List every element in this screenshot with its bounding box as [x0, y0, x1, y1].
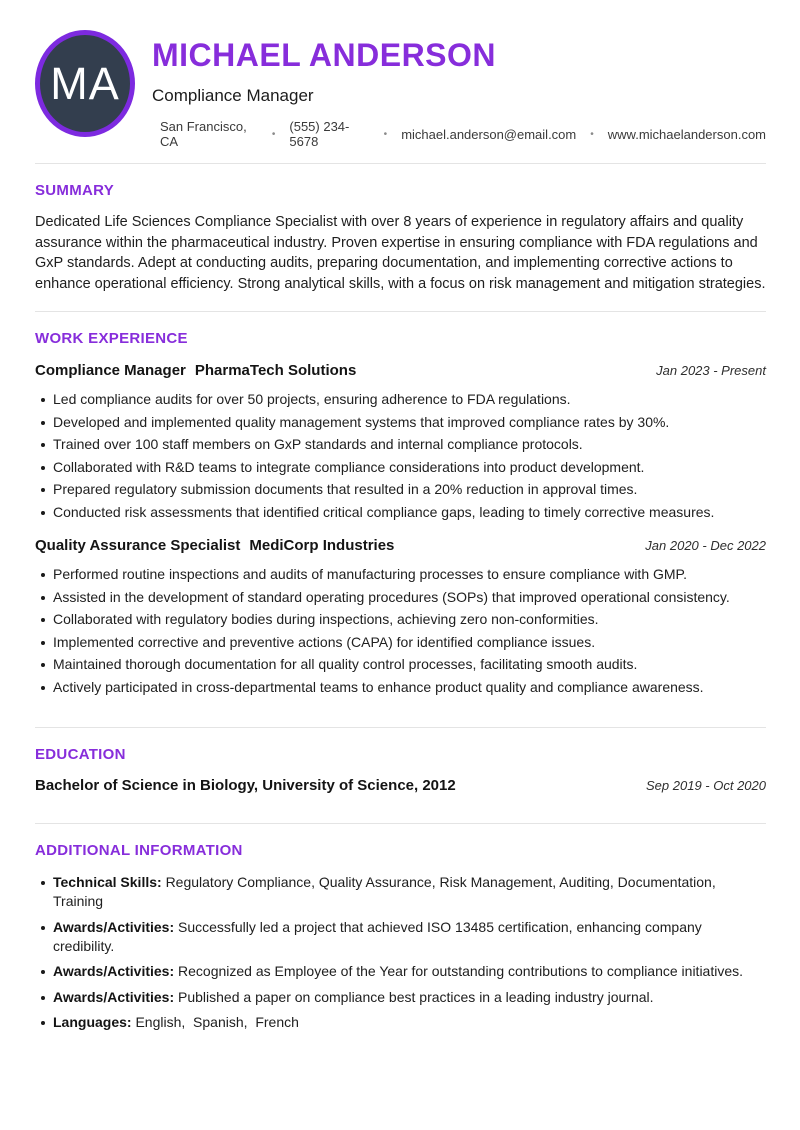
contact-email: michael.anderson@email.com	[401, 126, 577, 142]
education-section	[35, 727, 766, 823]
avatar	[35, 30, 135, 137]
job-entry-header	[35, 537, 766, 554]
candidate-name: MICHAEL ANDERSON	[152, 37, 497, 73]
additional-info-label: Awards/Activities:	[53, 918, 175, 935]
job-bullet: Maintained thorough documentation for all quality control processes, facilitating smooth audits.	[35, 655, 766, 675]
contact-location: San Francisco, CA	[160, 119, 247, 149]
job-title: Compliance Manager	[35, 362, 186, 380]
job-entry-header	[35, 362, 766, 379]
job-dates: Jan 2020 - Dec 2022	[645, 538, 766, 554]
additional-info-item	[35, 873, 766, 911]
education-heading: EDUCATION	[35, 746, 126, 764]
job-bullet: Led compliance audits for over 50 projects, ensuring adherence to FDA regulations.	[35, 390, 766, 410]
job-bullet: Collaborated with regulatory bodies during inspections, achieving zero non-conformities.	[35, 610, 766, 630]
additional-info-label: Languages:	[53, 1014, 132, 1031]
candidate-title: Compliance Manager	[152, 86, 314, 105]
header-text	[152, 30, 766, 149]
summary-text: Dedicated Life Sciences Compliance Specialist with over 8 years of experience in regulatory affairs and quality assurance within the pharmaceutical industry. Proven expertise in ensuring compliance with FDA regulations and GxP standards. Adept at conducting audits, preparing documentation, and implementing corrective actions to enhance operational efficiency. Strong analytical skills, with a focus on risk management and mitigation strategies.	[35, 214, 766, 292]
additional-information-section	[35, 823, 766, 1032]
contact-separator-dot: •	[590, 128, 594, 140]
job-bullet: Conducted risk assessments that identified critical compliance gaps, leading to timely corrective measures.	[35, 503, 766, 523]
contact-phone: (555) 234-5678	[289, 119, 350, 149]
job-title-line	[35, 362, 356, 379]
job-bullet: Assisted in the development of standard operating procedures (SOPs) that improved operational consistency.	[35, 588, 766, 608]
additional-info-text: Published a paper on compliance best practices in a leading industry journal.	[178, 988, 654, 1005]
additional-info-text: Recognized as Employee of the Year for outstanding contributions to compliance initiatives.	[178, 963, 744, 980]
education-dates: Sep 2019 - Oct 2020	[646, 778, 766, 794]
additional-info-label: Awards/Activities:	[53, 963, 175, 980]
job-dates: Jan 2023 - Present	[656, 363, 766, 379]
work-experience-heading: WORK EXPERIENCE	[35, 330, 188, 348]
contact-row	[160, 119, 766, 149]
job-title-line	[35, 537, 394, 554]
job-bullet-list	[35, 390, 766, 522]
contact-separator-dot: •	[271, 128, 276, 140]
contact-separator-dot: •	[383, 128, 388, 140]
contact-website: www.michaelanderson.com	[607, 126, 766, 142]
summary-section	[35, 163, 766, 311]
resume-header	[0, 0, 800, 163]
additional-info-item	[35, 988, 766, 1007]
additional-info-list	[35, 873, 766, 1032]
job-bullet: Prepared regulatory submission documents that resulted in a 20% reduction in approval times.	[35, 480, 766, 500]
job-bullet: Implemented corrective and preventive actions (CAPA) for identified compliance issues.	[35, 633, 766, 653]
education-degree: Bachelor of Science in Biology, University of Science, 2012	[35, 777, 456, 795]
summary-heading: SUMMARY	[35, 182, 115, 199]
work-experience-section	[35, 311, 766, 727]
additional-info-label: Technical Skills:	[53, 874, 162, 891]
additional-info-item	[35, 1013, 766, 1032]
job-bullet: Performed routine inspections and audits of manufacturing processes to ensure compliance with GMP.	[35, 565, 766, 585]
additional-info-label: Awards/Activities:	[53, 988, 175, 1005]
additional-info-item	[35, 962, 766, 981]
additional-info-item	[35, 918, 766, 956]
job-entry	[35, 537, 766, 697]
additional-info-text: English, Spanish, French	[135, 1014, 299, 1031]
job-bullet: Collaborated with R&D teams to integrate compliance considerations into product development.	[35, 458, 766, 478]
additional-information-heading: ADDITIONAL INFORMATION	[35, 842, 243, 860]
additional-info-text: Successfully led a project that achieved ISO 13485 certification, enhancing company credibility.	[53, 918, 706, 954]
job-bullet-list	[35, 565, 766, 697]
education-entry-header	[35, 777, 766, 794]
avatar-initials: MA	[50, 57, 120, 109]
job-bullet: Developed and implemented quality management systems that improved compliance rates by 30%.	[35, 413, 766, 433]
job-company: PharmaTech Solutions	[194, 362, 357, 380]
job-bullet: Trained over 100 staff members on GxP standards and internal compliance protocols.	[35, 435, 766, 455]
job-title: Quality Assurance Specialist	[35, 537, 241, 555]
job-company: MediCorp Industries	[249, 537, 395, 555]
additional-info-text: Regulatory Compliance, Quality Assurance, Risk Management, Auditing, Documentation, Training	[53, 874, 720, 910]
job-entry	[35, 362, 766, 522]
job-bullet: Actively participated in cross-departmental teams to enhance product quality and compliance awareness.	[35, 678, 766, 698]
